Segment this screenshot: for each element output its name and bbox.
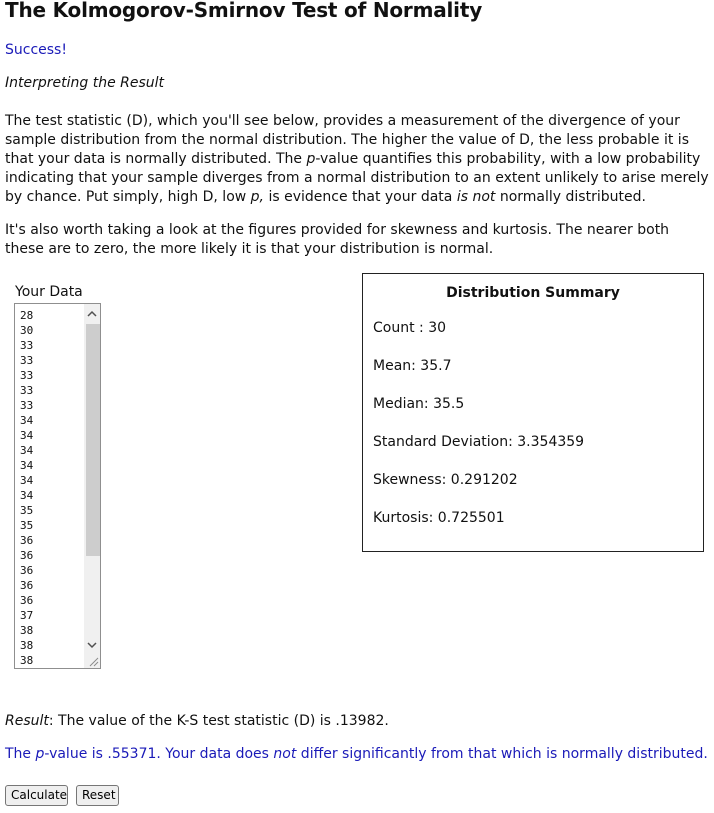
data-textarea[interactable] (14, 303, 101, 669)
section-heading: Interpreting the Result (5, 75, 165, 91)
data-value-item: 35 (20, 504, 34, 517)
para1-text-a: The test statistic (D), which you'll see below, provides a measurement of the divergence of your sample distribution from the normal distribution. The higher the value of D, the less probable it is that your data is normally distributed. The (5, 113, 689, 167)
scroll-down-arrow-icon[interactable] (84, 636, 100, 654)
para1-p: p (306, 151, 316, 167)
pvalue-suffix: differ significantly from that which is normally distributed. (296, 746, 708, 762)
summary-title: Distribution Summary (446, 285, 620, 301)
data-value-item: 38 (20, 624, 34, 637)
para1-text-b: -value quantifies this probability, with a low probability indicating that your sample diverges from a normal distribution to an extent unlikely to arise merely by chance. Put simply, high D, low (5, 151, 709, 205)
data-value-item: 36 (20, 549, 34, 562)
data-value-item: 34 (20, 489, 34, 502)
scroll-up-arrow-icon[interactable] (84, 304, 100, 322)
data-value-item: 33 (20, 354, 34, 367)
result-statement (5, 713, 389, 729)
data-value-item: 36 (20, 594, 34, 607)
your-data-label: Your Data (15, 284, 83, 300)
para1-text-d: normally distributed. (495, 189, 646, 205)
data-value-item: 34 (20, 474, 34, 487)
page-title: The Kolmogorov-Smirnov Test of Normality (5, 0, 483, 22)
resize-grip-icon[interactable] (87, 655, 99, 667)
skewness-paragraph: It's also worth taking a look at the figures provided for skewness and kurtosis. The nearer both these are to zero, the more likely it is that your distribution is normal. (5, 222, 670, 257)
interpretation-paragraph (5, 112, 709, 207)
stat-skewness: Skewness: 0.291202 (373, 472, 518, 488)
pvalue-not: not (273, 746, 297, 762)
scroll-thumb[interactable] (86, 324, 100, 556)
data-value-item: 28 (20, 309, 34, 322)
data-value-item: 30 (20, 324, 34, 337)
stat-median: Median: 35.5 (373, 396, 465, 412)
data-values-list (20, 308, 33, 668)
pvalue-p: p (35, 746, 45, 762)
data-value-item: 33 (20, 399, 34, 412)
data-value-item: 33 (20, 339, 34, 352)
stat-std-dev: Standard Deviation: 3.354359 (373, 434, 585, 450)
pvalue-prefix: The (5, 746, 36, 762)
calculate-button[interactable]: Calculate (5, 785, 68, 806)
data-value-item: 34 (20, 444, 34, 457)
stat-kurtosis: Kurtosis: 0.725501 (373, 510, 505, 526)
pvalue-mid: -value is .55371. Your data does (44, 746, 274, 762)
data-value-item: 37 (20, 609, 34, 622)
data-value-item: 34 (20, 414, 34, 427)
data-value-item: 38 (20, 639, 34, 652)
data-value-item: 34 (20, 429, 34, 442)
success-message: Success! (5, 42, 67, 58)
para1-is-not: is not (456, 189, 496, 205)
reset-button[interactable]: Reset (76, 785, 119, 806)
data-value-item: 35 (20, 519, 34, 532)
stat-count: Count : 30 (373, 320, 447, 336)
data-value-item: 36 (20, 579, 34, 592)
data-value-item: 34 (20, 459, 34, 472)
data-value-item: 33 (20, 384, 34, 397)
stat-mean: Mean: 35.7 (373, 358, 452, 374)
data-value-item: 36 (20, 564, 34, 577)
data-scrollbar[interactable] (84, 304, 100, 668)
para1-p2: p, (250, 189, 264, 205)
result-label: Result (5, 713, 49, 729)
data-value-item: 36 (20, 534, 34, 547)
pvalue-statement (5, 746, 708, 762)
data-value-item: 33 (20, 369, 34, 382)
result-text: : The value of the K-S test statistic (D) is .13982. (48, 713, 389, 729)
para1-text-c: is evidence that your data (264, 189, 457, 205)
distribution-summary-panel (362, 273, 704, 552)
data-value-item: 38 (20, 654, 34, 667)
